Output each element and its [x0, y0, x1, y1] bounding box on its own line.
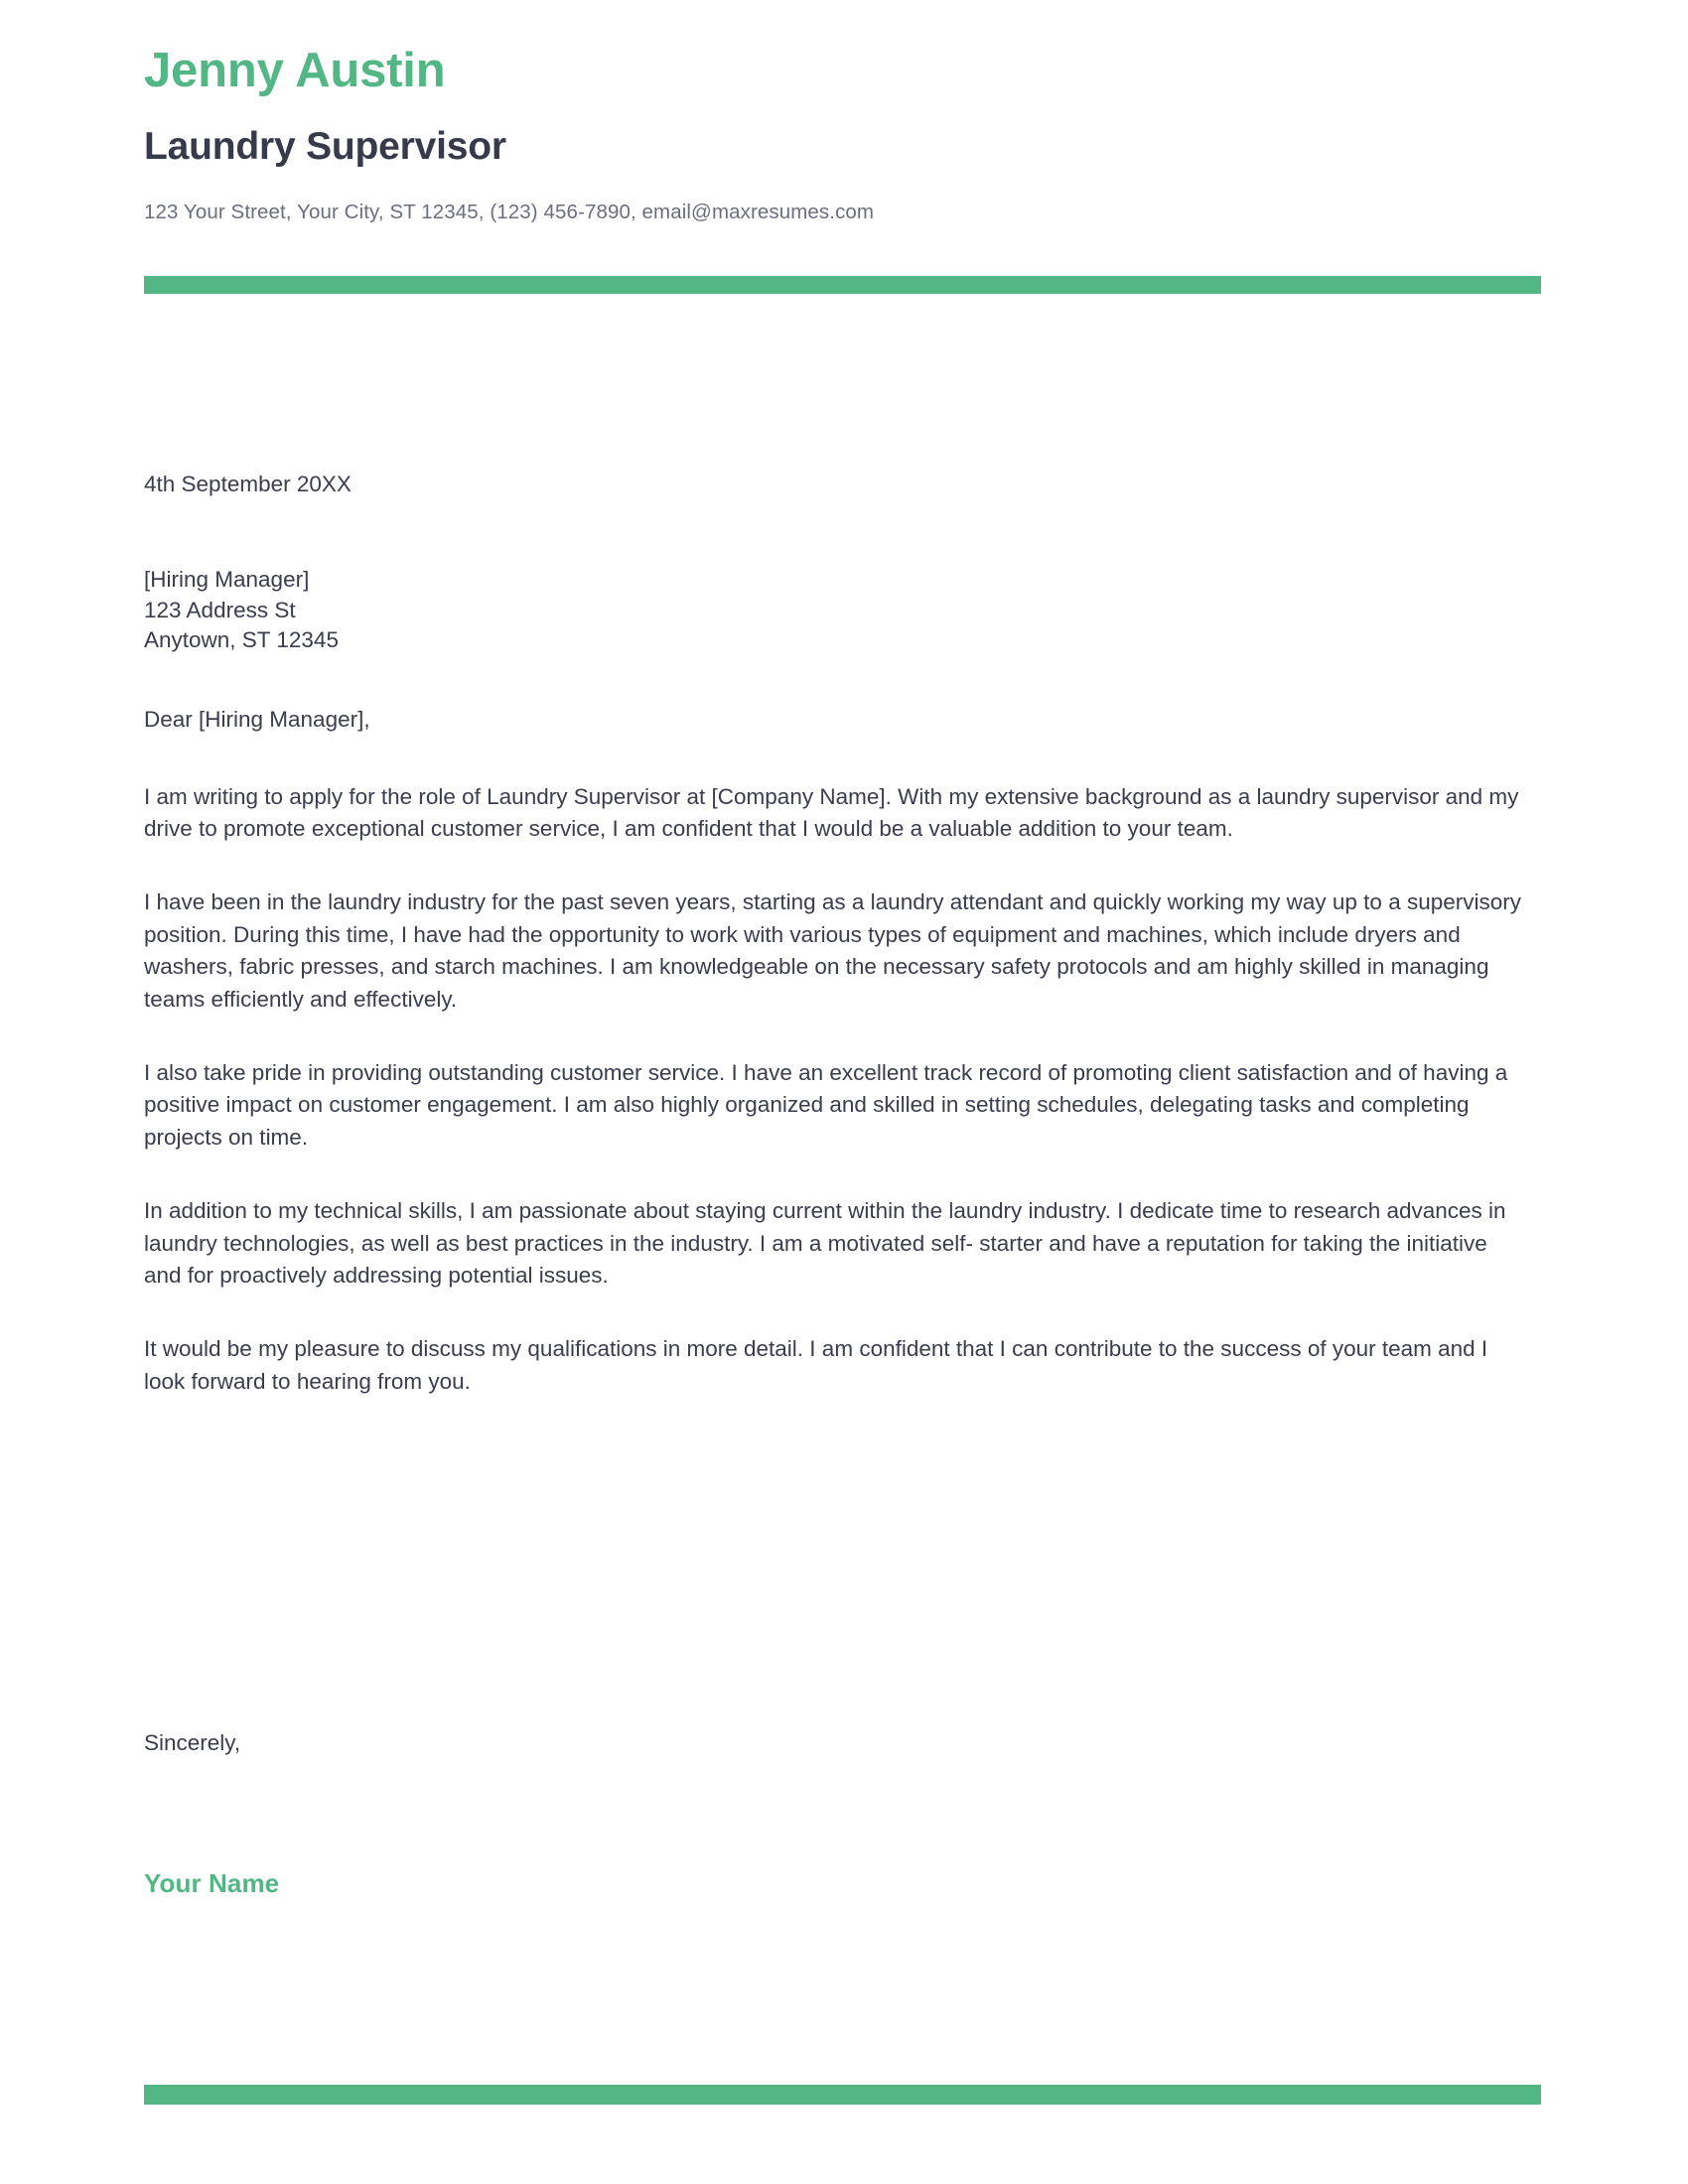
closing-salutation: Sincerely, [144, 1730, 241, 1755]
body-paragraph-3: I also take pride in providing outstanding customer service. I have an excellent track record of promoting client satisfaction and of having a positive impact on customer engagement. I am also highly organized and skilled in setting schedules, delegating tasks and completing projects on time. [144, 1060, 1508, 1150]
header-block [144, 0, 1541, 226]
body-paragraph-4: In addition to my technical skills, I am passionate about staying current within the laundry industry. I dedicate time to research advances in laundry technologies, as well as best practices in the industry. I am a motivated self- starter and have a reputation for taking the initiative and for proactively addressing potential issues. [144, 1198, 1506, 1288]
contact-line: 123 Your Street, Your City, ST 12345, (123) 456-7890, email@maxresumes.com [144, 200, 875, 223]
letter-header [144, 0, 1541, 226]
recipient-address-block [144, 565, 1524, 656]
letter-date: 4th September 20XX [144, 472, 352, 496]
body-paragraph-2: I have been in the laundry industry for the past seven years, starting as a laundry attendant and quickly working my way up to a supervisory position. During this time, I have had the opportunity to work with various types of equipment and machines, which include dryers and washers, fabric presses, and starch machines. I am knowledgeable on the necessary safety protocols and am highly skilled in managing teams efficiently and effectively. [144, 889, 1522, 1012]
body-paragraph-1: I am writing to apply for the role of Laundry Supervisor at [Company Name]. With my extensive background as a laundry supervisor and my drive to promote exceptional customer service, I am confident that I would be a valuable addition to your team. [144, 783, 1519, 842]
letter-body [144, 469, 1524, 1398]
recipient-line-3: Anytown, ST 12345 [144, 627, 339, 653]
applicant-name: Jenny Austin [144, 44, 446, 97]
recipient-line-2: 123 Address St [144, 597, 296, 622]
signature-name: Your Name [144, 1868, 280, 1898]
recipient-line-1: [Hiring Manager] [144, 566, 310, 592]
salutation: Dear [Hiring Manager], [144, 706, 370, 732]
job-title: Laundry Supervisor [144, 124, 506, 168]
body-paragraph-5: It would be my pleasure to discuss my qualifications in more detail. I am confident that I can contribute to the success of your team and I look forward to hearing from you. [144, 1336, 1488, 1394]
header-divider-rule [144, 276, 1541, 294]
footer-divider-rule [144, 2085, 1541, 2105]
